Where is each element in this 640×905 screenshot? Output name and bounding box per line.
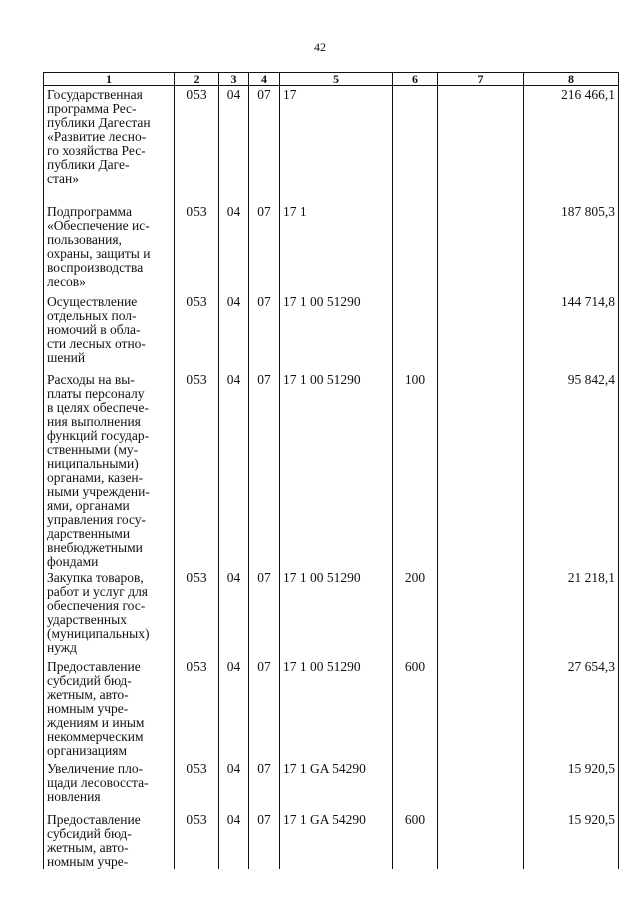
cell-ministry: 053 (175, 293, 219, 371)
cell-amount: 15 920,5 (524, 811, 619, 869)
cell-expense-type (393, 86, 438, 203)
cell-amount: 144 714,8 (524, 293, 619, 371)
row-name-cell (44, 811, 175, 869)
row-name-text: Закупка товаров, работ и услуг для обеспечения гос- ударственных (муниципальных) нужд (47, 569, 150, 655)
cell-col7 (438, 86, 524, 203)
cell-col7 (438, 293, 524, 371)
cell-subsection: 07 (249, 86, 280, 203)
cell-col7 (438, 811, 524, 869)
column-header: 4 (249, 73, 280, 86)
cell-section: 04 (219, 203, 249, 293)
table-row (44, 293, 619, 371)
cell-target-article: 17 1 00 51290 (280, 371, 393, 569)
row-name-text: Увеличение пло- щади лесовосста- новления (47, 760, 149, 804)
table-row (44, 569, 619, 658)
row-name-text: Подпрограмма «Обеспечение ис- пользования, охраны, защиты и воспроизводства лесов» (47, 203, 151, 289)
cell-target-article: 17 1 00 51290 (280, 658, 393, 760)
cell-ministry: 053 (175, 658, 219, 760)
row-name-text: Осуществление отдельных пол- номочий в обла- сти лесных отно- шений (47, 293, 146, 365)
cell-section: 04 (219, 569, 249, 658)
row-name-text: Расходы на вы- платы персоналу в целях обеспече- ния выполнения функций государ- ственными (му- ниципальными) органами, казен- ными учреждени- ями, органами управления госу- дарственными внебюджетными фондами (47, 371, 150, 569)
cell-col7 (438, 760, 524, 811)
cell-section: 04 (219, 371, 249, 569)
table-row (44, 371, 619, 569)
cell-col7 (438, 569, 524, 658)
cell-amount: 216 466,1 (524, 86, 619, 203)
row-name-cell (44, 760, 175, 811)
table-row (44, 658, 619, 760)
table-row (44, 86, 619, 203)
table-header-row (44, 73, 619, 86)
row-name-cell (44, 658, 175, 760)
cell-subsection: 07 (249, 203, 280, 293)
table-row (44, 760, 619, 811)
row-name-cell (44, 86, 175, 203)
cell-ministry: 053 (175, 86, 219, 203)
cell-amount: 95 842,4 (524, 371, 619, 569)
row-name-cell (44, 569, 175, 658)
table-row (44, 811, 619, 869)
row-name-cell (44, 293, 175, 371)
column-header: 2 (175, 73, 219, 86)
cell-subsection: 07 (249, 658, 280, 760)
cell-target-article: 17 1 (280, 203, 393, 293)
cell-subsection: 07 (249, 811, 280, 869)
cell-expense-type: 200 (393, 569, 438, 658)
cell-target-article: 17 1 GA 54290 (280, 760, 393, 811)
cell-expense-type: 600 (393, 658, 438, 760)
cell-target-article: 17 1 GA 54290 (280, 811, 393, 869)
cell-section: 04 (219, 86, 249, 203)
row-name-cell (44, 203, 175, 293)
cell-subsection: 07 (249, 569, 280, 658)
cell-section: 04 (219, 658, 249, 760)
cell-ministry: 053 (175, 203, 219, 293)
cell-expense-type (393, 293, 438, 371)
page-number: 42 (314, 40, 326, 54)
cell-amount: 187 805,3 (524, 203, 619, 293)
column-header: 6 (393, 73, 438, 86)
cell-amount: 27 654,3 (524, 658, 619, 760)
cell-col7 (438, 658, 524, 760)
table-row (44, 203, 619, 293)
cell-section: 04 (219, 293, 249, 371)
column-header: 5 (280, 73, 393, 86)
row-name-text: Предоставление субсидий бюд- жетным, авто- номным учре- (47, 811, 141, 869)
column-header: 8 (524, 73, 619, 86)
cell-target-article: 17 (280, 86, 393, 203)
cell-section: 04 (219, 811, 249, 869)
cell-subsection: 07 (249, 760, 280, 811)
cell-amount: 15 920,5 (524, 760, 619, 811)
cell-target-article: 17 1 00 51290 (280, 293, 393, 371)
cell-amount: 21 218,1 (524, 569, 619, 658)
row-name-text: Государственная программа Рес- публики Дагестан «Развитие лесно- го хозяйства Рес- публики Даге- стан» (47, 87, 151, 186)
row-name-text: Предоставление субсидий бюд- жетным, авто- номным учре- ждениям и иным некоммерческим организациям (47, 658, 145, 758)
column-header: 7 (438, 73, 524, 86)
cell-ministry: 053 (175, 371, 219, 569)
cell-ministry: 053 (175, 569, 219, 658)
column-header: 3 (219, 73, 249, 86)
cell-expense-type (393, 203, 438, 293)
cell-section: 04 (219, 760, 249, 811)
cell-subsection: 07 (249, 293, 280, 371)
cell-ministry: 053 (175, 811, 219, 869)
cell-col7 (438, 371, 524, 569)
cell-expense-type: 100 (393, 371, 438, 569)
cell-target-article: 17 1 00 51290 (280, 569, 393, 658)
cell-ministry: 053 (175, 760, 219, 811)
column-header: 1 (44, 73, 175, 86)
budget-table (43, 72, 619, 869)
cell-subsection: 07 (249, 371, 280, 569)
row-name-cell (44, 371, 175, 569)
cell-expense-type (393, 760, 438, 811)
cell-col7 (438, 203, 524, 293)
cell-expense-type: 600 (393, 811, 438, 869)
